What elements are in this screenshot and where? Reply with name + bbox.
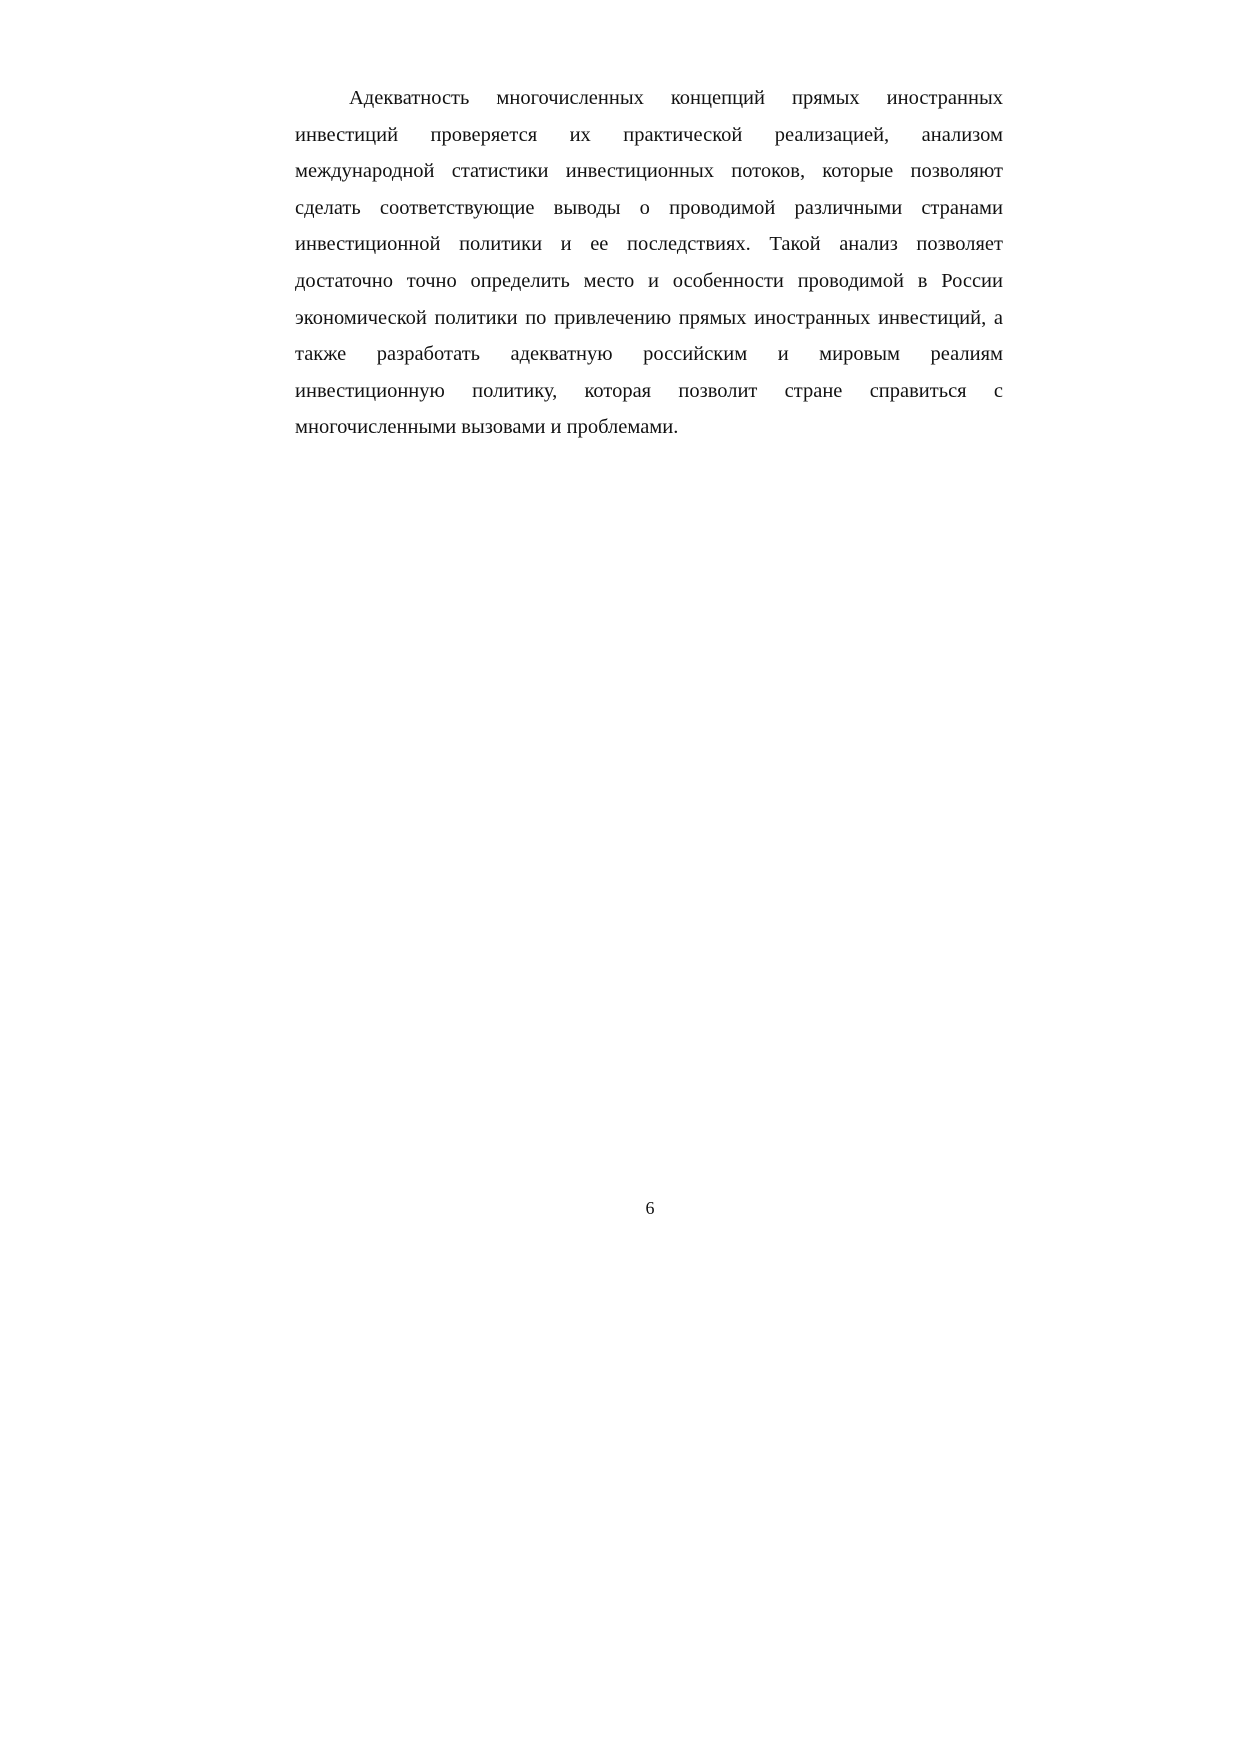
page-number: 6 (645, 1198, 655, 1218)
body-paragraph: Адекватность многочисленных концепций прямых иностранных инвестиций проверяется их практической реализацией, анализом международной статистики инвестиционных потоков, которые позволяют сделать соответствующие выводы о проводимой различными странами инвестиционной политики и ее последствиях. Такой анализ позволяет достаточно точно определить место и особенности проводимой в России экономической политики по привлечению прямых иностранных инвестиций, а также разработать адекватную российским и мировым реалиям инвестиционную политику, которая позволит стране справиться с многочисленными вызовами и проблемами. (295, 87, 1003, 439)
